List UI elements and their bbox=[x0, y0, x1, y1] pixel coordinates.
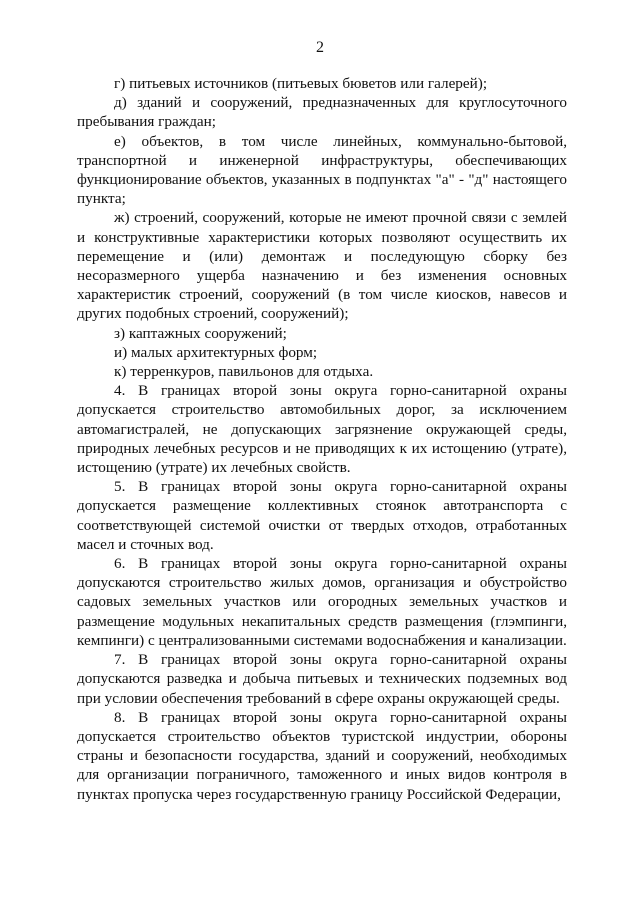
document-body bbox=[77, 74, 567, 804]
paragraph-clause-5: 5. В границах второй зоны округа горно-санитарной охраны допускается размещение коллективных стоянок автотранспорта с соответствующей системой очистки от твердых отходов, отработанных масел и сточных вод. bbox=[77, 478, 567, 553]
paragraph-item-zh: ж) строений, сооружений, которые не имеют прочной связи с землей и конструктивные характеристики которых позволяют осуществить их перемещение и (или) демонтаж и последующую сборку без несоразмерного ущерба назначению и без изменения основных характеристик строений, сооружений (в том числе киосков, навесов и других подобных строений, сооружений); bbox=[77, 209, 567, 323]
paragraph-item-d: д) зданий и сооружений, предназначенных для круглосуточного пребывания граждан; bbox=[77, 94, 567, 131]
paragraph-item-g: г) питьевых источников (питьевых бюветов или галерей); bbox=[114, 75, 488, 92]
paragraph-item-k: к) терренкуров, павильонов для отдыха. bbox=[114, 363, 374, 381]
paragraph-clause-6: 6. В границах второй зоны округа горно-санитарной охраны допускаются строительство жилых домов, организация и обустройство садовых земельных участков или огородных земельных участков и размещение модульных некапитальных средств размещения (глэмпинги, кемпинги) с централизованными системами водоснабжения и канализации. bbox=[77, 555, 567, 649]
paragraph-clause-4: 4. В границах второй зоны округа горно-санитарной охраны допускается строительство автомобильных дорог, за исключением автомагистралей, не допускающих загрязнение окружающей среды, природных лечебных ресурсов и не приводящих к их истощению (утрате), истощению (утрате) их лечебных свойств. bbox=[77, 382, 567, 477]
paragraph-clause-8: 8. В границах второй зоны округа горно-санитарной охраны допускается строительство объектов туристской индустрии, обороны страны и безопасности государства, зданий и сооружений, необходимых для организации пограничного, таможенного и иных видов контроля в пунктах пропуска через государственную границу Российской Федерации, bbox=[77, 708, 567, 803]
paragraph-item-i: и) малых архитектурных форм; bbox=[114, 343, 318, 361]
paragraph-clause-7: 7. В границах второй зоны округа горно-санитарной охраны допускаются разведка и добыча питьевых и технических подземных вод при условии обеспечения требований в сфере охраны окружающей среды. bbox=[77, 651, 567, 707]
page-number: 2 bbox=[316, 39, 324, 56]
paragraph-item-e: е) объектов, в том числе линейных, коммунально-бытовой, транспортной и инженерной инфраструктуры, обеспечивающих функционирование объектов, указанных в подпунктах "а" - "д" настоящего пункта; bbox=[77, 132, 567, 208]
paragraph-item-z: з) каптажных сооружений; bbox=[114, 324, 287, 342]
